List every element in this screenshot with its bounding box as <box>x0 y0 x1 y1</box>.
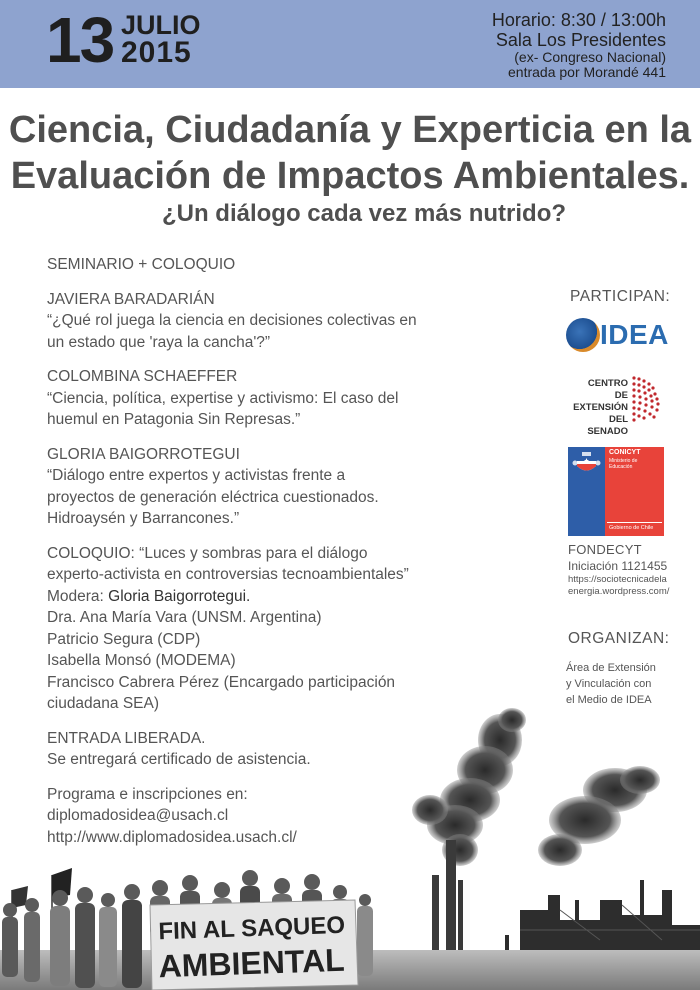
coloquio-title <box>47 543 547 565</box>
conicyt-text: CONICYT <box>609 449 641 456</box>
certificate-note: Se entregará certificado de asistencia. <box>47 751 311 768</box>
panelist: Isabella Monsó (MODEMA) <box>47 652 236 669</box>
ministry-line-2: Educación <box>609 464 633 470</box>
fondecyt-code: Iniciación 1121455 <box>568 559 668 573</box>
fondecyt-info <box>568 542 669 598</box>
participants-heading: PARTICIPAN: <box>570 288 671 305</box>
venue: Sala Los Presidentes <box>495 30 666 50</box>
speaker-talk: un estado que 'raya la cancha'?” <box>47 333 271 351</box>
event-day: 13 <box>46 4 114 76</box>
coat-of-arms-icon <box>572 451 601 477</box>
coloquio-label: COLOQUIO <box>47 544 131 562</box>
free-entry: ENTRADA LIBERADA. <box>47 729 206 747</box>
organizer-line-2: y Vinculación con <box>566 678 652 690</box>
speaker-talk: proyectos de generación eléctrica cuestionados. <box>47 488 379 506</box>
banner-line-1: FIN AL SAQUEO <box>157 911 346 946</box>
speaker-talk: “¿Qué rol juega la ciencia en decisiones colectivas en <box>47 312 417 329</box>
coloquio-title-cont: experto-activista en controversias tecnoambientales” <box>47 566 409 583</box>
speaker-talk: “Ciencia, política, expertise y activismo: El caso del <box>47 389 399 407</box>
organizers-heading: ORGANIZAN: <box>568 630 670 647</box>
senado-line-1: CENTRO <box>587 378 628 389</box>
fondecyt-label: FONDECYT <box>568 542 642 557</box>
panelist: ciudadana SEA) <box>47 695 160 712</box>
venue-note: (ex- Congreso Nacional) <box>514 49 666 65</box>
senado-logo <box>568 374 672 437</box>
conicyt-logo <box>568 447 664 536</box>
speaker-name: JAVIERA BARADARIÁN <box>47 290 215 308</box>
event-year: 2015 <box>121 36 192 69</box>
header-band <box>0 0 700 88</box>
coloquio-title-text: : “Luces y sombras para el diálogo <box>130 544 368 562</box>
registration-url[interactable]: http://www.diplomadosidea.usach.cl/ <box>47 828 297 846</box>
fondecyt-web-1[interactable]: https://sociotecnicadela <box>568 574 667 585</box>
idea-logo-text: IDEA <box>600 319 669 350</box>
senado-line-3: DEL SENADO <box>587 414 628 437</box>
ministry-line-1: Ministerio de <box>609 458 638 464</box>
event-kind: SEMINARIO + COLOQUIO <box>47 256 236 273</box>
main-title-line-1: Ciencia, Ciudadanía y Experticia en la <box>8 109 692 151</box>
senado-dots-icon <box>630 374 670 424</box>
moderator-name: Gloria Baigorrotegui. <box>108 587 251 605</box>
smoke-plume <box>538 766 660 866</box>
event-month: JULIO <box>121 10 201 40</box>
banner-line-2: AMBIENTAL <box>158 941 346 985</box>
divider <box>607 522 662 523</box>
gobierno-text: Gobierno de Chile <box>609 525 654 531</box>
speaker-name: COLOMBINA SCHAEFFER <box>47 368 238 385</box>
panelist: Dra. Ana María Vara (UNSM. Argentina) <box>47 609 322 626</box>
event-info <box>492 10 666 80</box>
idea-logo <box>566 318 670 352</box>
smoke-plume <box>412 708 526 866</box>
moderator <box>47 586 547 608</box>
globe-icon <box>566 318 600 352</box>
senado-line-2: DE EXTENSIÓN <box>573 390 628 413</box>
fondecyt-web-2[interactable]: energia.wordpress.com/ <box>568 586 670 597</box>
protest-banner <box>150 900 358 990</box>
bottom-illustration <box>0 700 700 990</box>
subtitle: ¿Un diálogo cada vez más nutrido? <box>161 200 567 227</box>
organizer-line-3: el Medio de IDEA <box>566 694 652 706</box>
speaker-talk: huemul en Patagonia Sin Represas.” <box>47 411 301 428</box>
schedule: Horario: 8:30 / 13:00h <box>491 10 666 30</box>
organizer-line-1: Área de Extensión <box>566 662 656 674</box>
registration-label: Programa e inscripciones en: <box>47 785 248 803</box>
speaker-name: GLORIA BAIGORROTEGUI <box>47 445 240 463</box>
panelist: Patricio Segura (CDP) <box>47 630 201 648</box>
panelist: Francisco Cabrera Pérez (Encargado participación <box>47 673 396 691</box>
moderator-label: Modera: <box>47 587 109 605</box>
registration-email[interactable]: diplomadosidea@usach.cl <box>47 807 229 824</box>
speaker-talk: “Diálogo entre expertos y activistas frente a <box>47 467 346 484</box>
main-title-line-2: Evaluación de Impactos Ambientales. <box>10 155 690 197</box>
speaker-talk: Hidroaysén y Barrancones.” <box>47 510 240 527</box>
entrance: entrada por Morandé 441 <box>508 64 666 80</box>
